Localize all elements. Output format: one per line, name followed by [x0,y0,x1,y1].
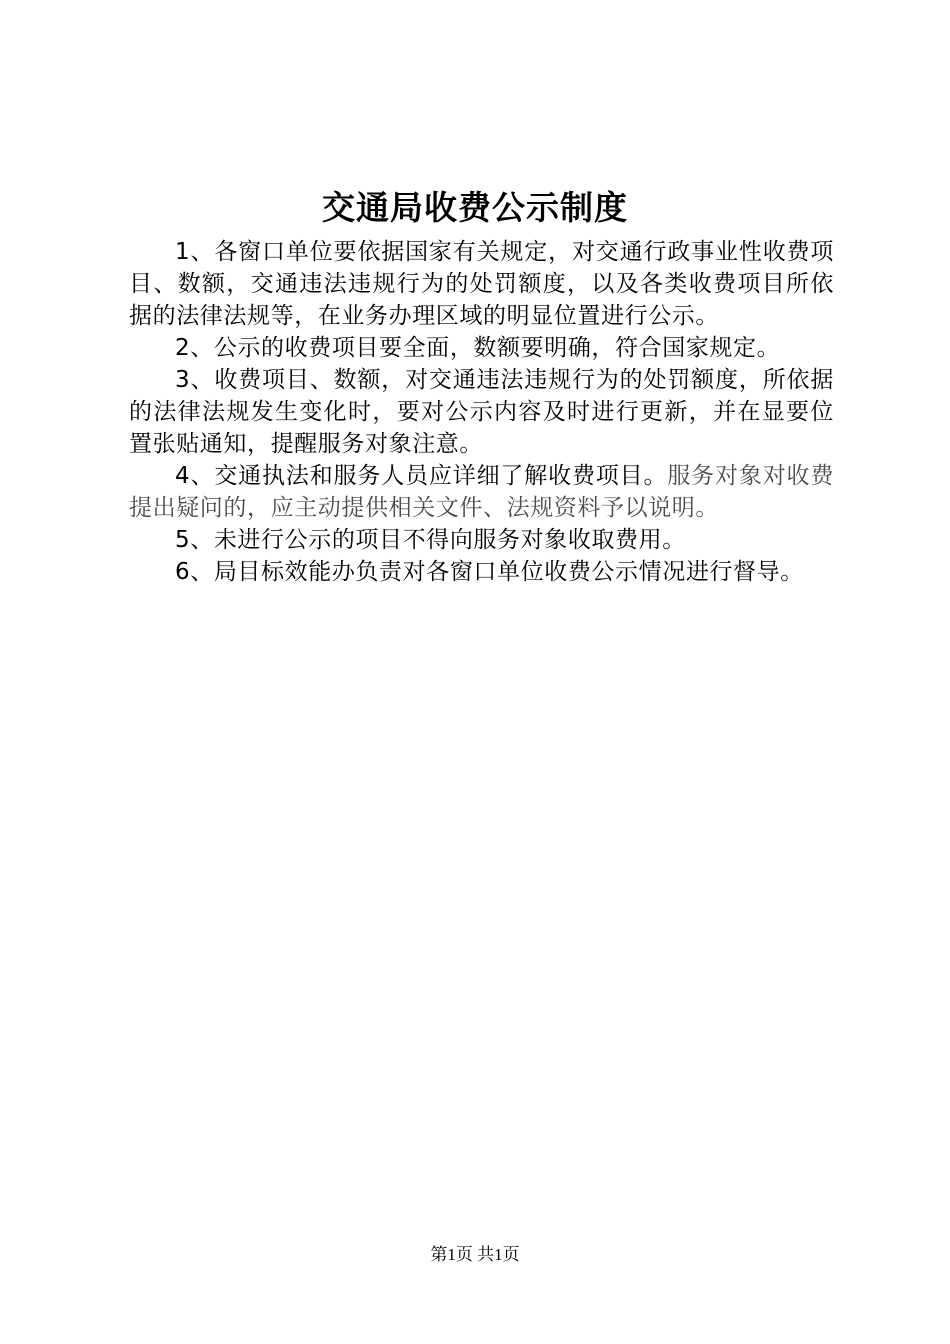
paragraph-4 [129,460,834,524]
paragraph-5: 5、未进行公示的项目不得向服务对象收取费用。 [175,527,686,553]
paragraph-4-main: 4、交通执法和服务人员应详细了解收费项目。 [175,463,668,489]
page-number-footer: 第1页 共1页 [430,1245,520,1264]
paragraph-3: 3、收费项目、数额，对交通违法违规行为的处罚额度，所依据的法律法规发生变化时，要对公示内容及时进行更新，并在显要位置张贴通知，提醒服务对象注意。 [129,367,834,457]
paragraph-4-continuation: 服务对象对收费提出疑问的，应主动提供相关文件、法规资料予以说明。 [129,463,835,521]
paragraph-1: 1、各窗口单位要依据国家有关规定，对交通行政事业性收费项目、数额，交通违法违规行为的处罚额度，以及各类收费项目所依据的法律法规等，在业务办理区域的明显位置进行公示。 [129,239,834,329]
paragraph-6: 6、局目标效能办负责对各窗口单位收费公示情况进行督导。 [175,559,804,585]
document-body [129,236,834,588]
paragraph-2: 2、公示的收费项目要全面，数额要明确，符合国家规定。 [175,335,781,361]
document-title: 交通局收费公示制度 [322,188,628,227]
